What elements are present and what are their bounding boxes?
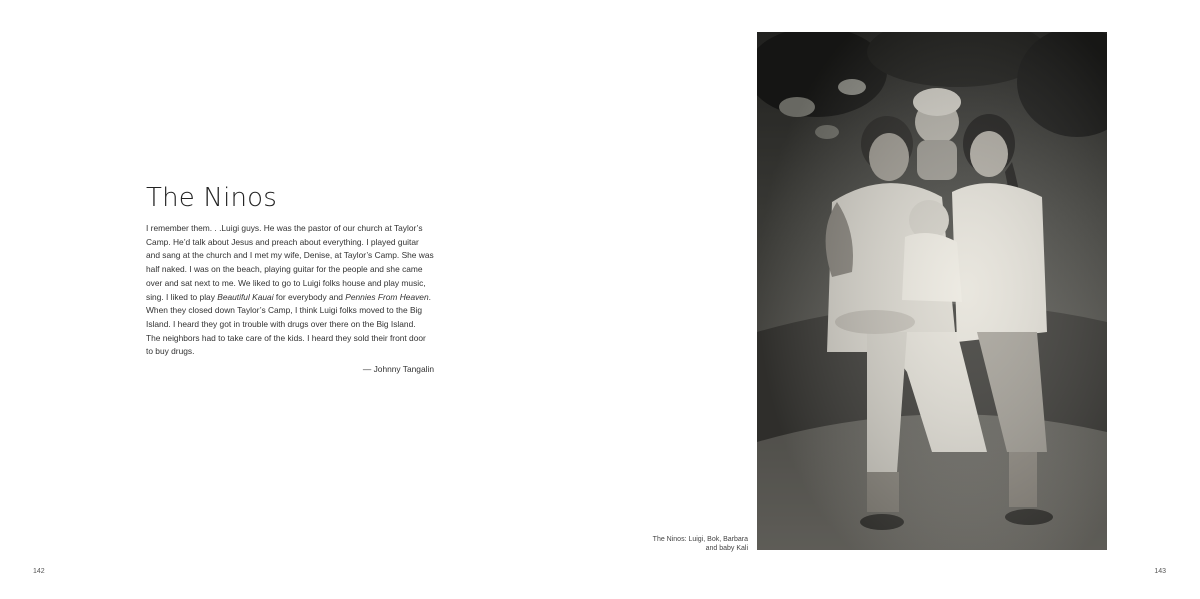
text-segment: over and sat next to me. We liked to go to Luigi folks house and play music, xyxy=(146,277,426,288)
text-segment: Island. I heard they got in trouble with drugs over there on the Big Island. xyxy=(146,318,416,329)
song-title: Pennies From Heaven xyxy=(345,291,429,302)
text-segment: sing. I liked to play xyxy=(146,291,218,302)
body-line xyxy=(146,304,444,318)
body-line xyxy=(146,249,444,263)
text-segment: for everybody and xyxy=(273,291,346,302)
caption-line-1: The Ninos: Luigi, Bok, Barbara xyxy=(652,536,748,543)
body-line xyxy=(146,291,444,305)
song-title: Beautiful Kauai xyxy=(217,291,274,302)
body-line xyxy=(146,277,444,291)
text-segment: . xyxy=(428,291,431,302)
body-line xyxy=(146,236,444,250)
body-line xyxy=(146,222,444,236)
attribution: — Johnny Tangalin xyxy=(362,364,434,374)
text-segment: half naked. I was on the beach, playing guitar for the people and she came xyxy=(146,264,423,275)
body-line xyxy=(146,345,444,359)
page-number-left: 142 xyxy=(33,568,45,575)
body-line xyxy=(146,332,444,346)
page-number-right: 143 xyxy=(1154,568,1166,575)
text-segment: and sang at the church and I met my wife, Denise, at Taylor’s Camp. She was xyxy=(146,250,434,261)
body-line xyxy=(146,318,444,332)
page-title: The Ninos xyxy=(146,183,278,213)
body-text xyxy=(146,222,444,359)
text-segment: The neighbors had to take care of the kids. I heard they sold their front door xyxy=(146,332,426,343)
photo-caption xyxy=(608,535,748,553)
text-segment: Camp. He’d talk about Jesus and preach about everything. I played guitar xyxy=(146,236,419,247)
text-segment: I remember them. . .Luigi guys. He was the pastor of our church at Taylor’s xyxy=(146,223,423,233)
caption-line-2: and baby Kali xyxy=(705,545,748,552)
body-line xyxy=(146,263,444,277)
text-segment: to buy drugs. xyxy=(146,346,195,357)
family-photo xyxy=(757,32,1107,550)
text-segment: When they closed down Taylor’s Camp, I think Luigi folks moved to the Big xyxy=(146,305,423,316)
